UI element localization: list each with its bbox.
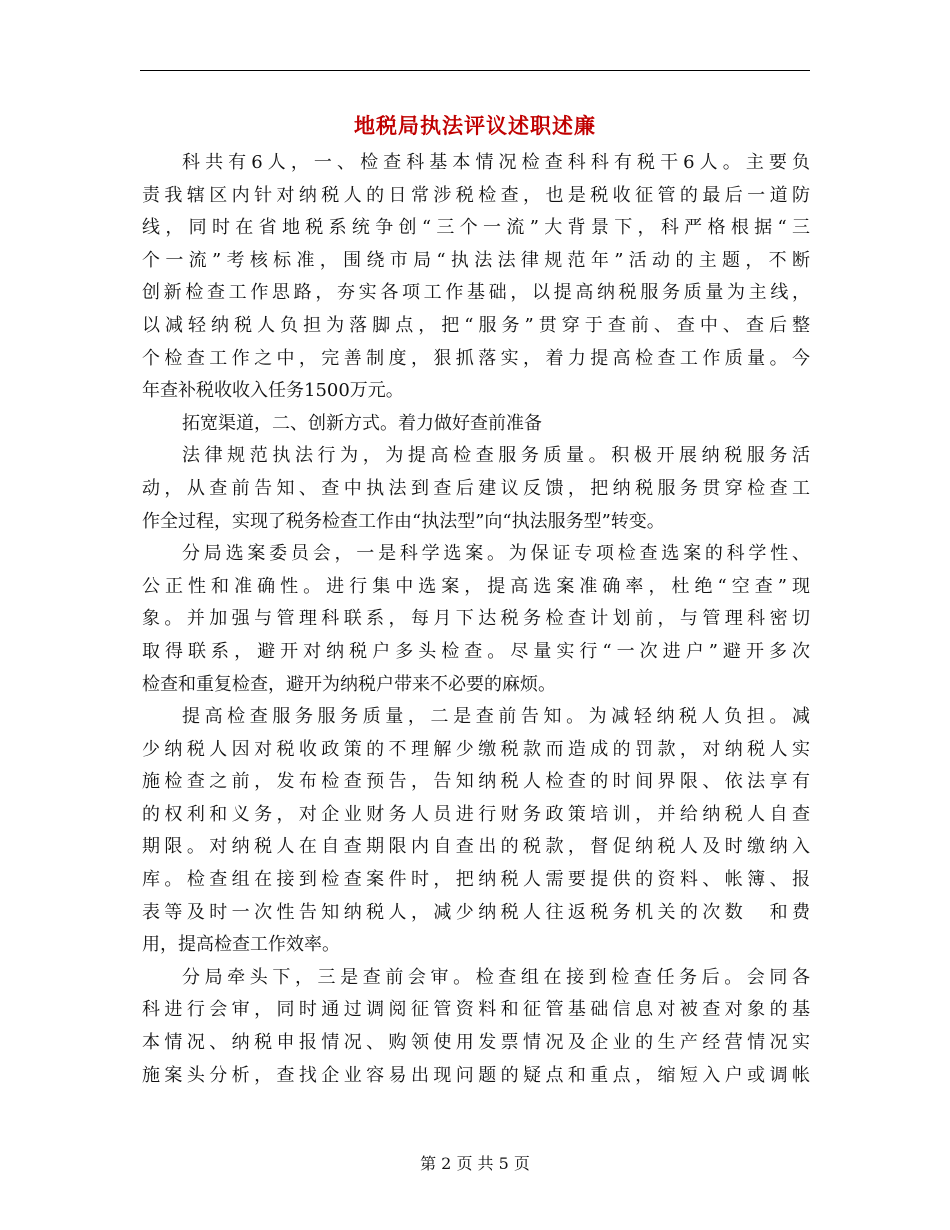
text-line: 施案头分析，查找企业容易出现问题的疑点和重点，缩短入户或调帐 (142, 1064, 810, 1086)
text-line: 提高检查服务服务质量，二是查前告知。为减轻纳税人负担。减 (182, 706, 810, 728)
text-line: 施检查之前，发布检查预告，告知纳税人检查的时间界限、依法享有 (142, 771, 810, 793)
text-line: 个一流”考核标准，围绕市局“执法法律规范年”活动的主题，不断 (142, 249, 810, 271)
text-line: 法律规范执法行为，为提高检查服务质量。积极开展纳税服务活 (182, 445, 810, 467)
text-line: 库。检查组在接到检查案件时，把纳税人需要提供的资料、帐簿、报 (142, 869, 810, 891)
text-line: 线，同时在省地税系统争创“三个一流”大背景下，科严格根据“三 (142, 217, 810, 239)
text-line: 科进行会审，同时通过调阅征管资料和征管基础信息对被查对象的基 (142, 999, 810, 1021)
text-line: 检查和重复检查，避开为纳税户带来不必要的麻烦。 (142, 673, 556, 695)
text-line: 期限。对纳税人在自查期限内自查出的税款，督促纳税人及时缴纳入 (142, 836, 810, 858)
document-title: 地税局执法评议述职述廉 (354, 113, 596, 138)
text-line: 动，从查前告知、查中执法到查后建议反馈，把纳税服务贯穿检查工 (142, 477, 810, 499)
text-line: 本情况、纳税申报情况、购领使用发票情况及企业的生产经营情况实 (142, 1032, 810, 1054)
text-line: 创新检查工作思路，夯实各项工作基础，以提高纳税服务质量为主线， (142, 282, 810, 304)
text-line: 年查补税收收入任务1500万元。 (142, 380, 404, 402)
text-line: 表等及时一次性告知纳税人，减少纳税人往返税务机关的次数 和费 (142, 901, 810, 923)
text-line: 少纳税人因对税收政策的不理解少缴税款而造成的罚款，对纳税人实 (142, 738, 810, 760)
text-line: 用，提高检查工作效率。 (142, 934, 340, 956)
text-line: 作全过程，实现了税务检查工作由“执法型”向“执法服务型”转变。 (142, 510, 665, 532)
text-line: 个检查工作之中，完善制度，狠抓落实，着力提高检查工作质量。今 (142, 347, 810, 369)
page-number-footer: 第 2 页 共 5 页 (420, 1154, 530, 1173)
text-line: 分局选案委员会，一是科学选案。为保证专项检查选案的科学性、 (182, 543, 810, 565)
text-line: 公正性和准确性。进行集中选案，提高选案准确率，杜绝“空查”现 (142, 575, 810, 597)
document-body (142, 147, 810, 1092)
text-line: 分局牵头下，三是查前会审。检查组在接到检查任务后。会同各 (182, 966, 810, 988)
text-line: 象。并加强与管理科联系，每月下达税务检查计划前，与管理科密切 (142, 608, 810, 630)
text-line: 取得联系，避开对纳税户多头检查。尽量实行“一次进户”避开多次 (142, 640, 810, 662)
text-line: 拓宽渠道，二、创新方式。着力做好查前准备 (182, 412, 542, 434)
text-line: 责我辖区内针对纳税人的日常涉税检查，也是税收征管的最后一道防 (142, 184, 810, 206)
header-rule (140, 70, 810, 71)
text-line: 科共有6人，一、检查科基本情况检查科科有税干6人。主要负 (182, 152, 810, 173)
text-line: 的权利和义务，对企业财务人员进行财务政策培训，并给纳税人自查 (142, 803, 810, 825)
text-line: 以减轻纳税人负担为落脚点，把“服务”贯穿于查前、查中、查后整 (142, 314, 810, 336)
